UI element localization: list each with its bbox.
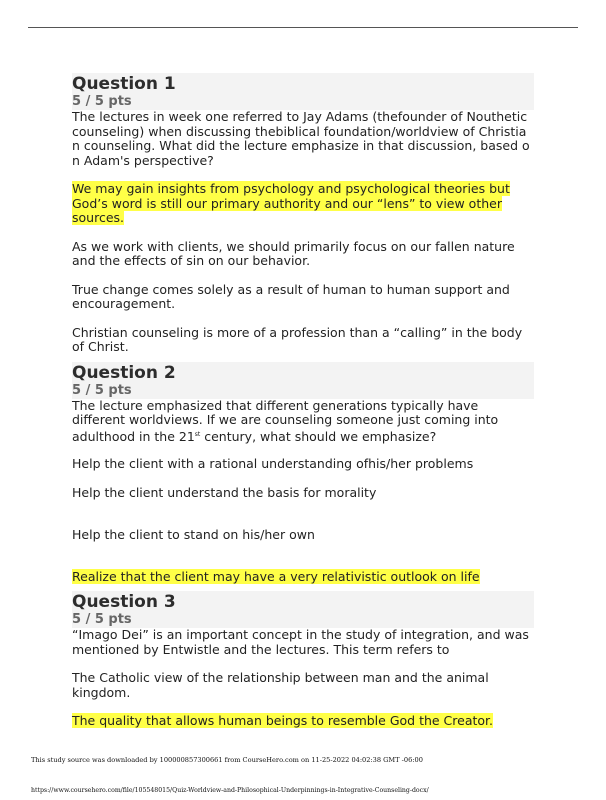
question-header (72, 591, 534, 628)
top-divider (28, 27, 578, 28)
question-text-part: The lecture emphasized that different generations typically have different worldviews. If we are counseling someone just coming into adulthood in the 21 (72, 397, 499, 444)
question-1 (72, 73, 534, 355)
answer-highlight: Realize that the client may have a very relativistic outlook on life (72, 568, 480, 584)
question-header (72, 362, 534, 399)
answer-option-selected[interactable] (72, 182, 534, 226)
question-2 (72, 362, 534, 585)
answer-option-selected[interactable] (72, 570, 534, 585)
question-title: Question 1 (72, 74, 176, 94)
question-points: 5 / 5 pts (72, 94, 132, 109)
question-header (72, 73, 534, 110)
question-title: Question 2 (72, 362, 176, 383)
question-text-part: century, what should we emphasize? (200, 428, 437, 444)
answer-option[interactable]: The Catholic view of the relationship between man and the animal kingdom. (72, 670, 489, 700)
question-points: 5 / 5 pts (72, 382, 132, 398)
question-points: 5 / 5 pts (72, 612, 132, 628)
answer-option-selected[interactable] (72, 714, 534, 729)
download-note: This study source was downloaded by 100000857300661 from CourseHero.com on 11-25-2022 04:02:38 GMT -06:00 (31, 756, 423, 764)
source-url[interactable]: https://www.coursehero.com/file/105548015/Quiz-Worldview-and-Philosophical-Underpinnings-in-Integrative-Counseling-docx/ (31, 787, 429, 794)
question-title: Question 3 (72, 592, 176, 613)
answer-option[interactable]: As we work with clients, we should primarily focus on our fallen nature and the effects of sin on our behavior. (72, 238, 515, 268)
answer-option[interactable]: True change comes solely as a result of human to human support and encouragement. (72, 281, 510, 311)
question-text: “Imago Dei” is an important concept in the study of integration, and was mentioned by Entwistle and the lectures. This term refers to (72, 627, 529, 657)
question-3 (72, 591, 534, 729)
answer-highlight: The quality that allows human beings to resemble God the Creator. (72, 713, 494, 729)
answer-option[interactable]: Help the client understand the basis for morality (72, 484, 377, 500)
answer-option[interactable]: Help the client with a rational understanding ofhis/her problems (72, 456, 474, 472)
quiz-content (72, 73, 534, 729)
ordinal-suffix: st (194, 430, 201, 438)
question-text (72, 399, 534, 445)
answer-option[interactable]: Christian counseling is more of a profession than a “calling” in the body of Christ. (72, 324, 523, 354)
answer-highlight: We may gain insights from psychology and psychological theories but God’s word is still our primary authority and our “lens” to view other sources. (72, 181, 510, 225)
answer-option[interactable]: Help the client to stand on his/her own (72, 527, 315, 543)
question-text: The lectures in week one referred to Jay Adams (thefounder of Nouthetic counseling) when discussing thebiblical foundation/worldview of Christian counseling. What did the lecture emphasize in that discussion, based on Adam's perspective? (72, 109, 530, 168)
